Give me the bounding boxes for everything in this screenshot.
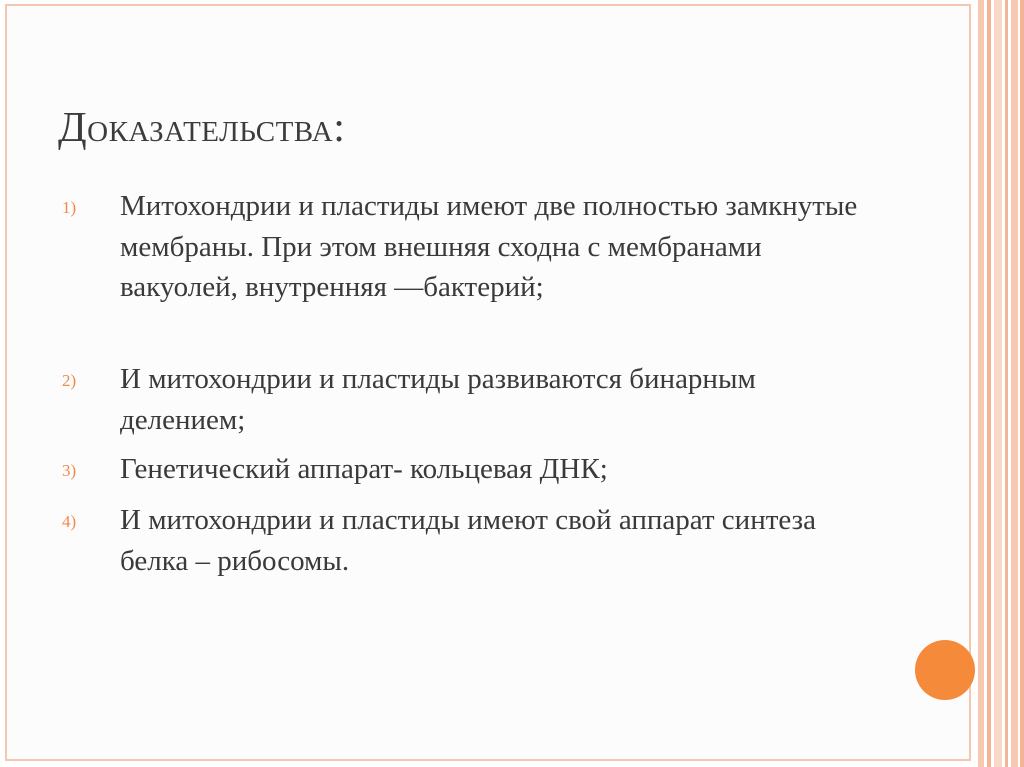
decorative-stripe [1020, 0, 1024, 767]
list-item-text: Генетический аппарат- кольцевая ДНК; [120, 453, 608, 485]
decorative-stripe [978, 0, 984, 767]
list-item-number: 4) [62, 512, 77, 531]
list-item-number: 1) [62, 198, 77, 217]
list-item-number: 2) [62, 371, 77, 390]
list-item-text: Митохондрии и пластиды имеют две полностью замкнутые мембраны. При этом внешняя сходна с мембранами вакуолей, внутренняя —бактерий; [120, 190, 858, 303]
list-item-text: И митохондрии и пластиды имеют свой аппарат синтеза белка – рибосомы. [120, 504, 816, 577]
decorative-stripe [994, 0, 1002, 767]
slide-title: Доказательства: [58, 105, 346, 151]
orange-circle-decoration [915, 640, 975, 700]
decorative-stripe [1005, 0, 1008, 767]
decorative-stripe [987, 0, 991, 767]
decorative-stripe [1011, 0, 1018, 767]
list-item-number: 3) [62, 461, 77, 480]
list-item-text: И митохондрии и пластиды развиваются бинарным делением; [120, 363, 756, 436]
